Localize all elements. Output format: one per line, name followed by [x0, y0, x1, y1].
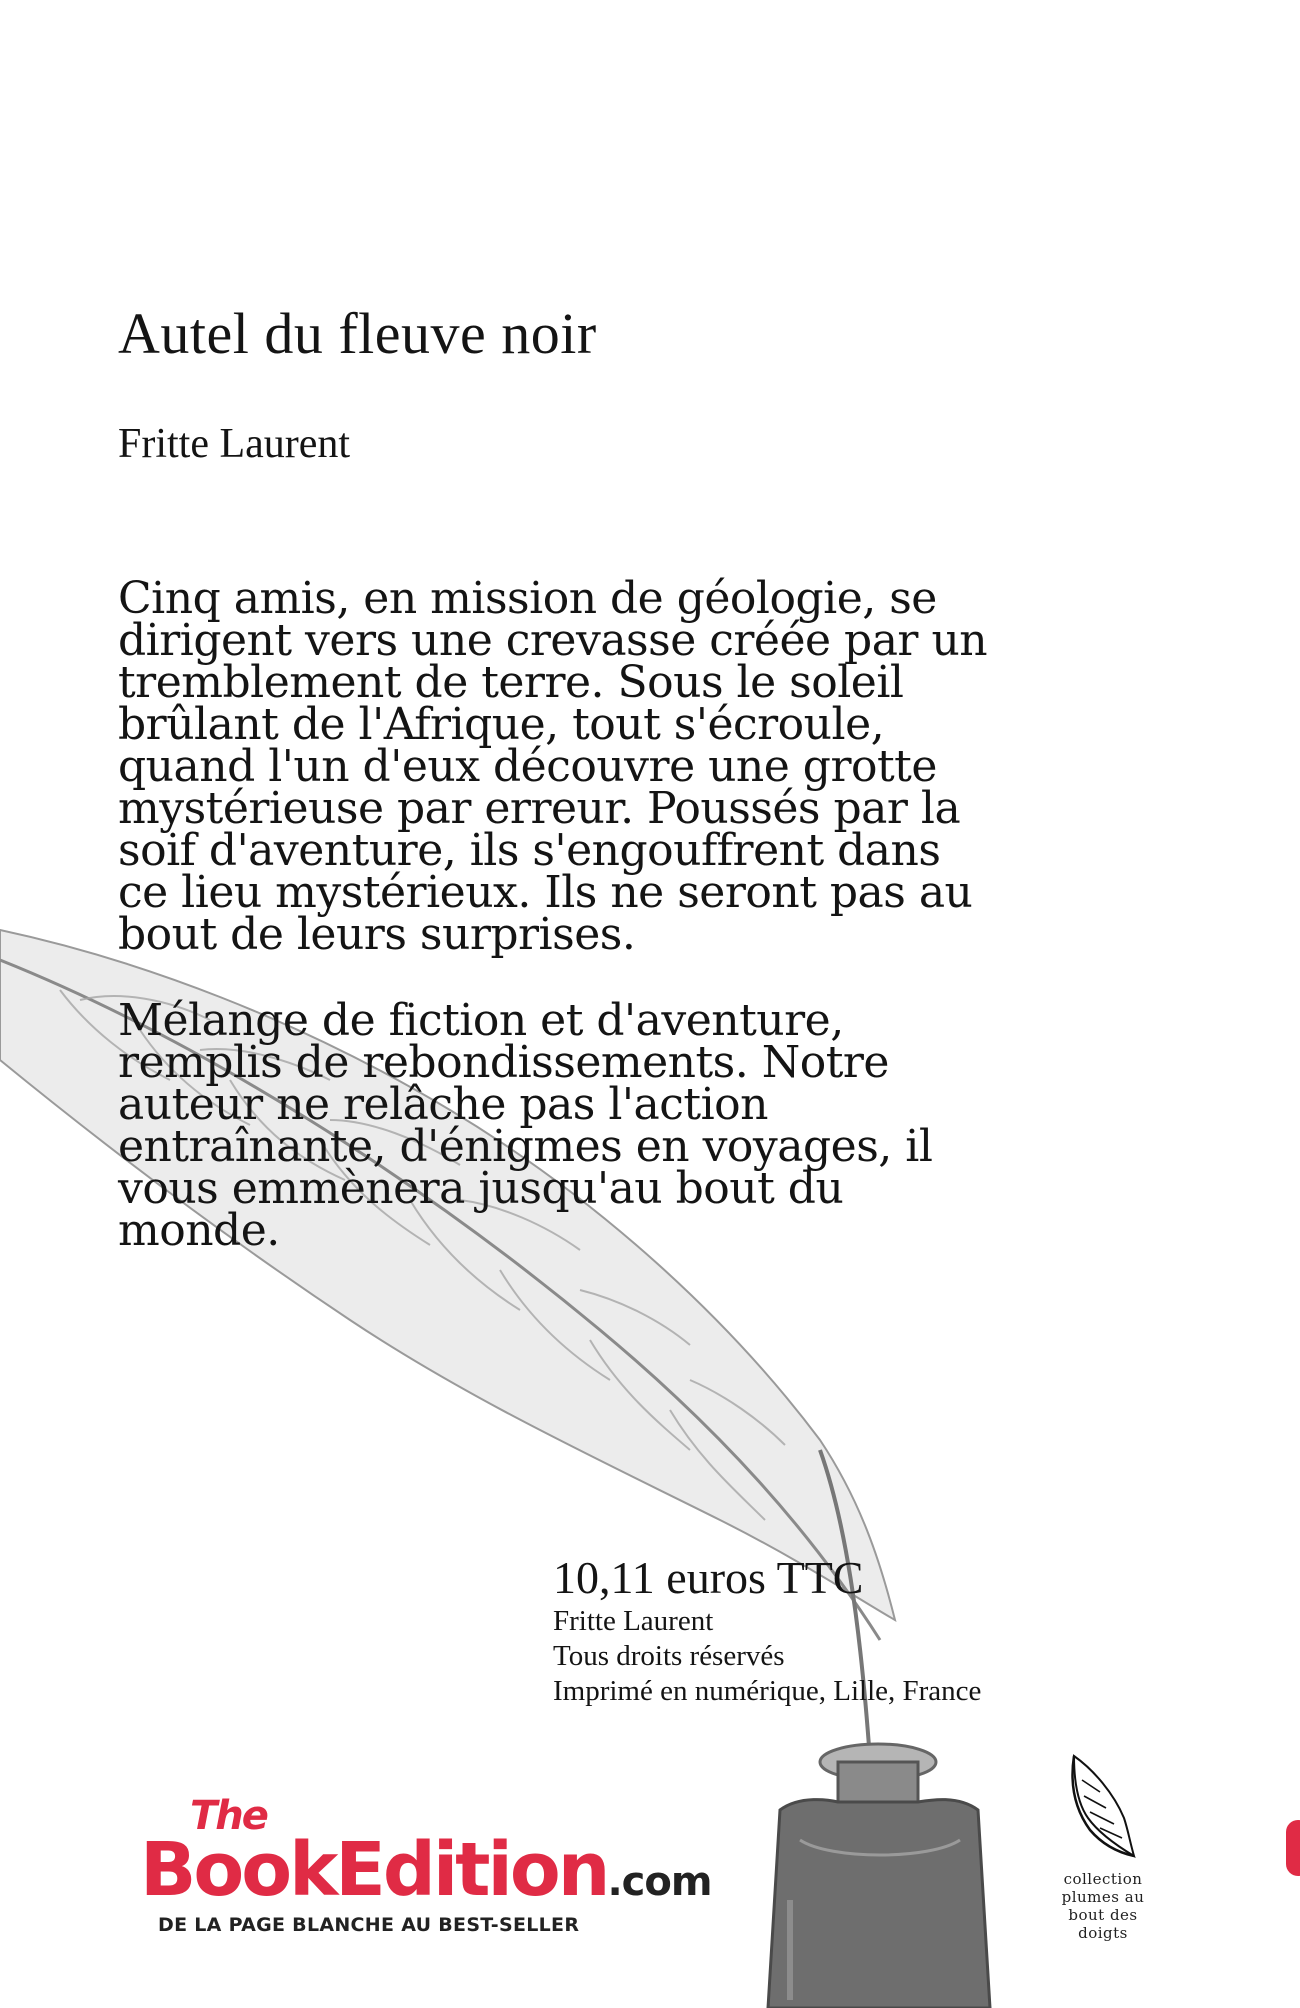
inkwell-icon	[768, 1744, 990, 2008]
collection-logo	[1048, 1752, 1158, 1972]
book-title: Autel du fleuve noir	[118, 301, 597, 366]
logo-the: The	[190, 1793, 267, 1839]
collection-line: bout des	[1068, 1906, 1138, 1924]
imprint-author: Fritte Laurent	[553, 1605, 714, 1637]
logo-wordmark	[140, 1827, 712, 1920]
blurb-paragraph: Cinq amis, en mission de géologie, se dirigent vers une crevasse créée par un tremblement de terre. Sous le soleil brûlant de l'Afrique, tout s'écroule, quand l'un d'eux découvre une grotte mystérieuse par erreur. Poussés par la soif d'aventure, ils s'engouffrent dans ce lieu mystérieux. Ils ne seront pas au bout de leurs surprises.	[118, 573, 988, 960]
collection-line: collection	[1063, 1870, 1143, 1888]
book-blurb	[118, 573, 998, 1296]
edge-mark	[1286, 1820, 1300, 1876]
collection-name	[1048, 1870, 1158, 1942]
imprint-printing: Imprimé en numérique, Lille, France	[553, 1675, 982, 1707]
logo-name: BookEdition	[140, 1827, 608, 1913]
feather-icon	[1060, 1752, 1146, 1862]
author-name: Fritte Laurent	[118, 421, 351, 467]
logo-suffix: .com	[607, 1859, 712, 1905]
collection-line: doigts	[1078, 1924, 1128, 1942]
price: 10,11 euros TTC	[553, 1552, 864, 1603]
logo-tagline: DE LA PAGE BLANCHE AU BEST-SELLER	[158, 1914, 580, 1936]
collection-line: plumes au	[1061, 1888, 1145, 1906]
publisher-logo	[140, 1793, 712, 1936]
blurb-paragraph: Mélange de fiction et d'aventure, remplis de rebondissements. Notre auteur ne relâche pas l'action entraînante, d'énigmes en voyages, il vous emmènera jusqu'au bout du monde.	[118, 995, 933, 1256]
imprint-rights: Tous droits réservés	[553, 1640, 785, 1672]
imprint-block	[553, 1552, 981, 1709]
